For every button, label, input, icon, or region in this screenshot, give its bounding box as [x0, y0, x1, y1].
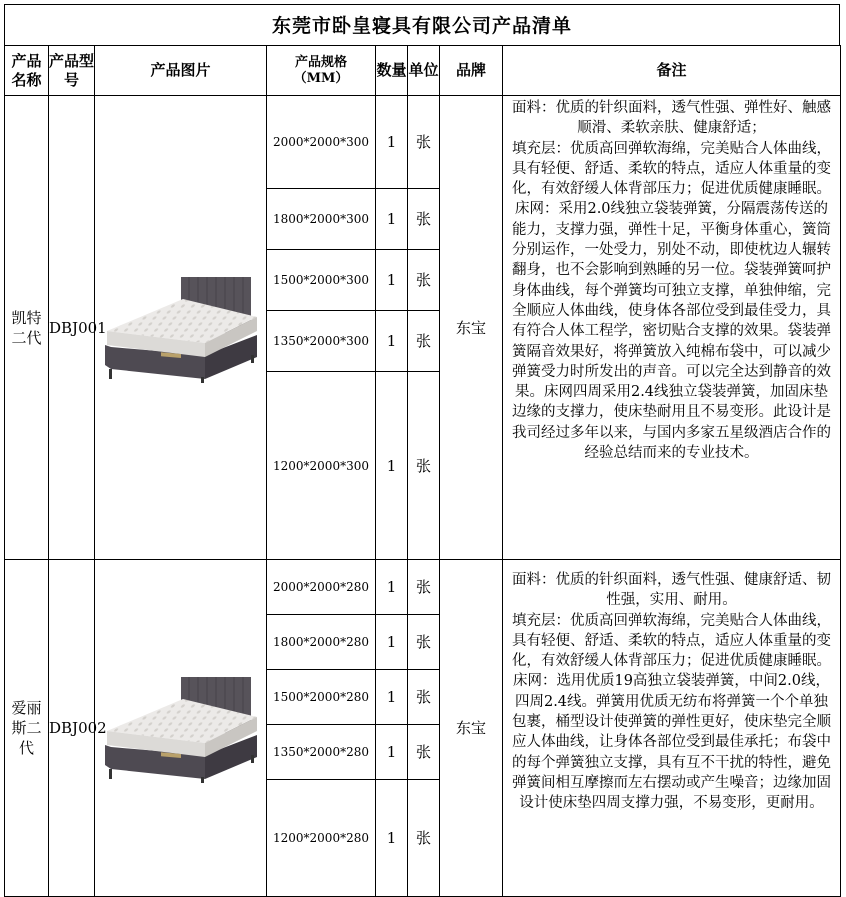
spec-cell: 1800*2000*280 — [267, 615, 376, 670]
product-name: 凯特二代 — [5, 96, 49, 560]
product-image — [95, 560, 267, 897]
spec-cell: 1800*2000*300 — [267, 189, 376, 250]
spec-cell: 1350*2000*300 — [267, 311, 376, 372]
product-model: DBJ001 — [49, 96, 95, 560]
note-paragraph: 面料：优质的针织面料，透气性强、弹性好、触感顺滑、柔软亲肤、健康舒适； — [512, 100, 831, 137]
note-paragraph: 面料：优质的针织面料，透气性强、健康舒适、韧性强，实用、耐用。 — [512, 572, 831, 609]
header-spec-line1: 产品规格 — [294, 54, 347, 70]
header-qty: 数量 — [376, 46, 408, 96]
qty-cell: 1 — [376, 250, 408, 311]
header-unit: 单位 — [408, 46, 440, 96]
note-paragraph: 填充层：优质高回弹软海绵，完美贴合人体曲线，具有轻便、舒适、柔软的特点，适应人体重量的变化，有效舒缓人体背部压力；促进优质健康睡眠。 — [512, 140, 831, 198]
unit-cell: 张 — [408, 560, 440, 615]
table-row — [5, 560, 841, 615]
document-title: 东莞市卧皇寝具有限公司产品清单 — [4, 4, 840, 46]
product-note — [503, 96, 841, 560]
unit-cell: 张 — [408, 189, 440, 250]
product-image — [95, 96, 267, 560]
unit-cell: 张 — [408, 96, 440, 189]
qty-cell: 1 — [376, 372, 408, 560]
note-paragraph: 床网：选用优质19高独立袋装弹簧，中间2.0线，四周2.4线。弹簧用优质无纺布将弹簧一个个单独包裹，桶型设计使弹簧的弹性更好，使床垫完全顺应人体曲线，让身体各部位受到最佳承托；布袋中的每个弹簧独立支撑，具有互不干扰的特性，避免弹簧间相互摩擦而左右摆动或产生噪音；边缘加固设计使床垫四周支撑力强，不易变形，更耐用。 — [512, 673, 831, 812]
spec-cell: 1200*2000*300 — [267, 372, 376, 560]
spec-cell: 1500*2000*280 — [267, 670, 376, 725]
unit-cell: 张 — [408, 670, 440, 725]
qty-cell: 1 — [376, 189, 408, 250]
header-image: 产品图片 — [95, 46, 267, 96]
header-model: 产品型号 — [49, 46, 95, 96]
qty-cell: 1 — [376, 560, 408, 615]
product-brand: 东宝 — [440, 96, 503, 560]
spec-cell: 2000*2000*280 — [267, 560, 376, 615]
qty-cell: 1 — [376, 780, 408, 897]
table-header-row — [5, 46, 841, 96]
header-name: 产品名称 — [5, 46, 49, 96]
product-name: 爱丽斯二代 — [5, 560, 49, 897]
unit-cell: 张 — [408, 311, 440, 372]
qty-cell: 1 — [376, 311, 408, 372]
note-paragraph: 床网：采用2.0线独立袋装弹簧，分隔震荡传送的能力，支撑力强，弹性十足，平衡身体重心，簧筒分别运作，一处受力，别处不动，即使枕边人辗转翻身，也不会影响到熟睡的另一位。袋装弹簧呵护身体曲线，每个弹簧均可独立支撑，单独伸缩，完全顺应人体曲线，使身体各部位受到最佳受力，具有符合人体工程学，密切贴合支撑的效果。袋装弹簧隔音效果好，将弹簧放入纯棉布袋中，可以减少弹簧受力时所发出的声音。可以完全达到静音的效果。床网四周采用2.4线独立袋装弹簧，加固床垫边缘的支撑力，使床垫耐用且不易变形。此设计是我司经过多年以来，与国内多家五星级酒店合作的经验总结而来的专业技术。 — [512, 201, 831, 462]
qty-cell: 1 — [376, 96, 408, 189]
spec-cell: 2000*2000*300 — [267, 96, 376, 189]
unit-cell: 张 — [408, 250, 440, 311]
header-spec — [267, 46, 376, 96]
qty-cell: 1 — [376, 725, 408, 780]
bed-mattress-photo-icon — [101, 273, 261, 383]
bed-mattress-photo-icon — [101, 673, 261, 783]
qty-cell: 1 — [376, 615, 408, 670]
unit-cell: 张 — [408, 615, 440, 670]
spec-cell: 1350*2000*280 — [267, 725, 376, 780]
product-table — [4, 45, 841, 897]
unit-cell: 张 — [408, 780, 440, 897]
unit-cell: 张 — [408, 372, 440, 560]
unit-cell: 张 — [408, 725, 440, 780]
product-model: DBJ002 — [49, 560, 95, 897]
spec-cell: 1200*2000*280 — [267, 780, 376, 897]
qty-cell: 1 — [376, 670, 408, 725]
spec-cell: 1500*2000*300 — [267, 250, 376, 311]
table-row — [5, 96, 841, 189]
header-brand: 品牌 — [440, 46, 503, 96]
header-note: 备注 — [503, 46, 841, 96]
header-spec-line2: （MM） — [293, 70, 349, 86]
note-paragraph: 填充层：优质高回弹软海绵，完美贴合人体曲线，具有轻便、舒适、柔软的特点，适应人体重量的变化，有效舒缓人体背部压力；促进优质健康睡眠。 — [512, 612, 831, 670]
product-list-sheet — [4, 4, 842, 894]
product-note — [503, 560, 841, 897]
product-brand: 东宝 — [440, 560, 503, 897]
